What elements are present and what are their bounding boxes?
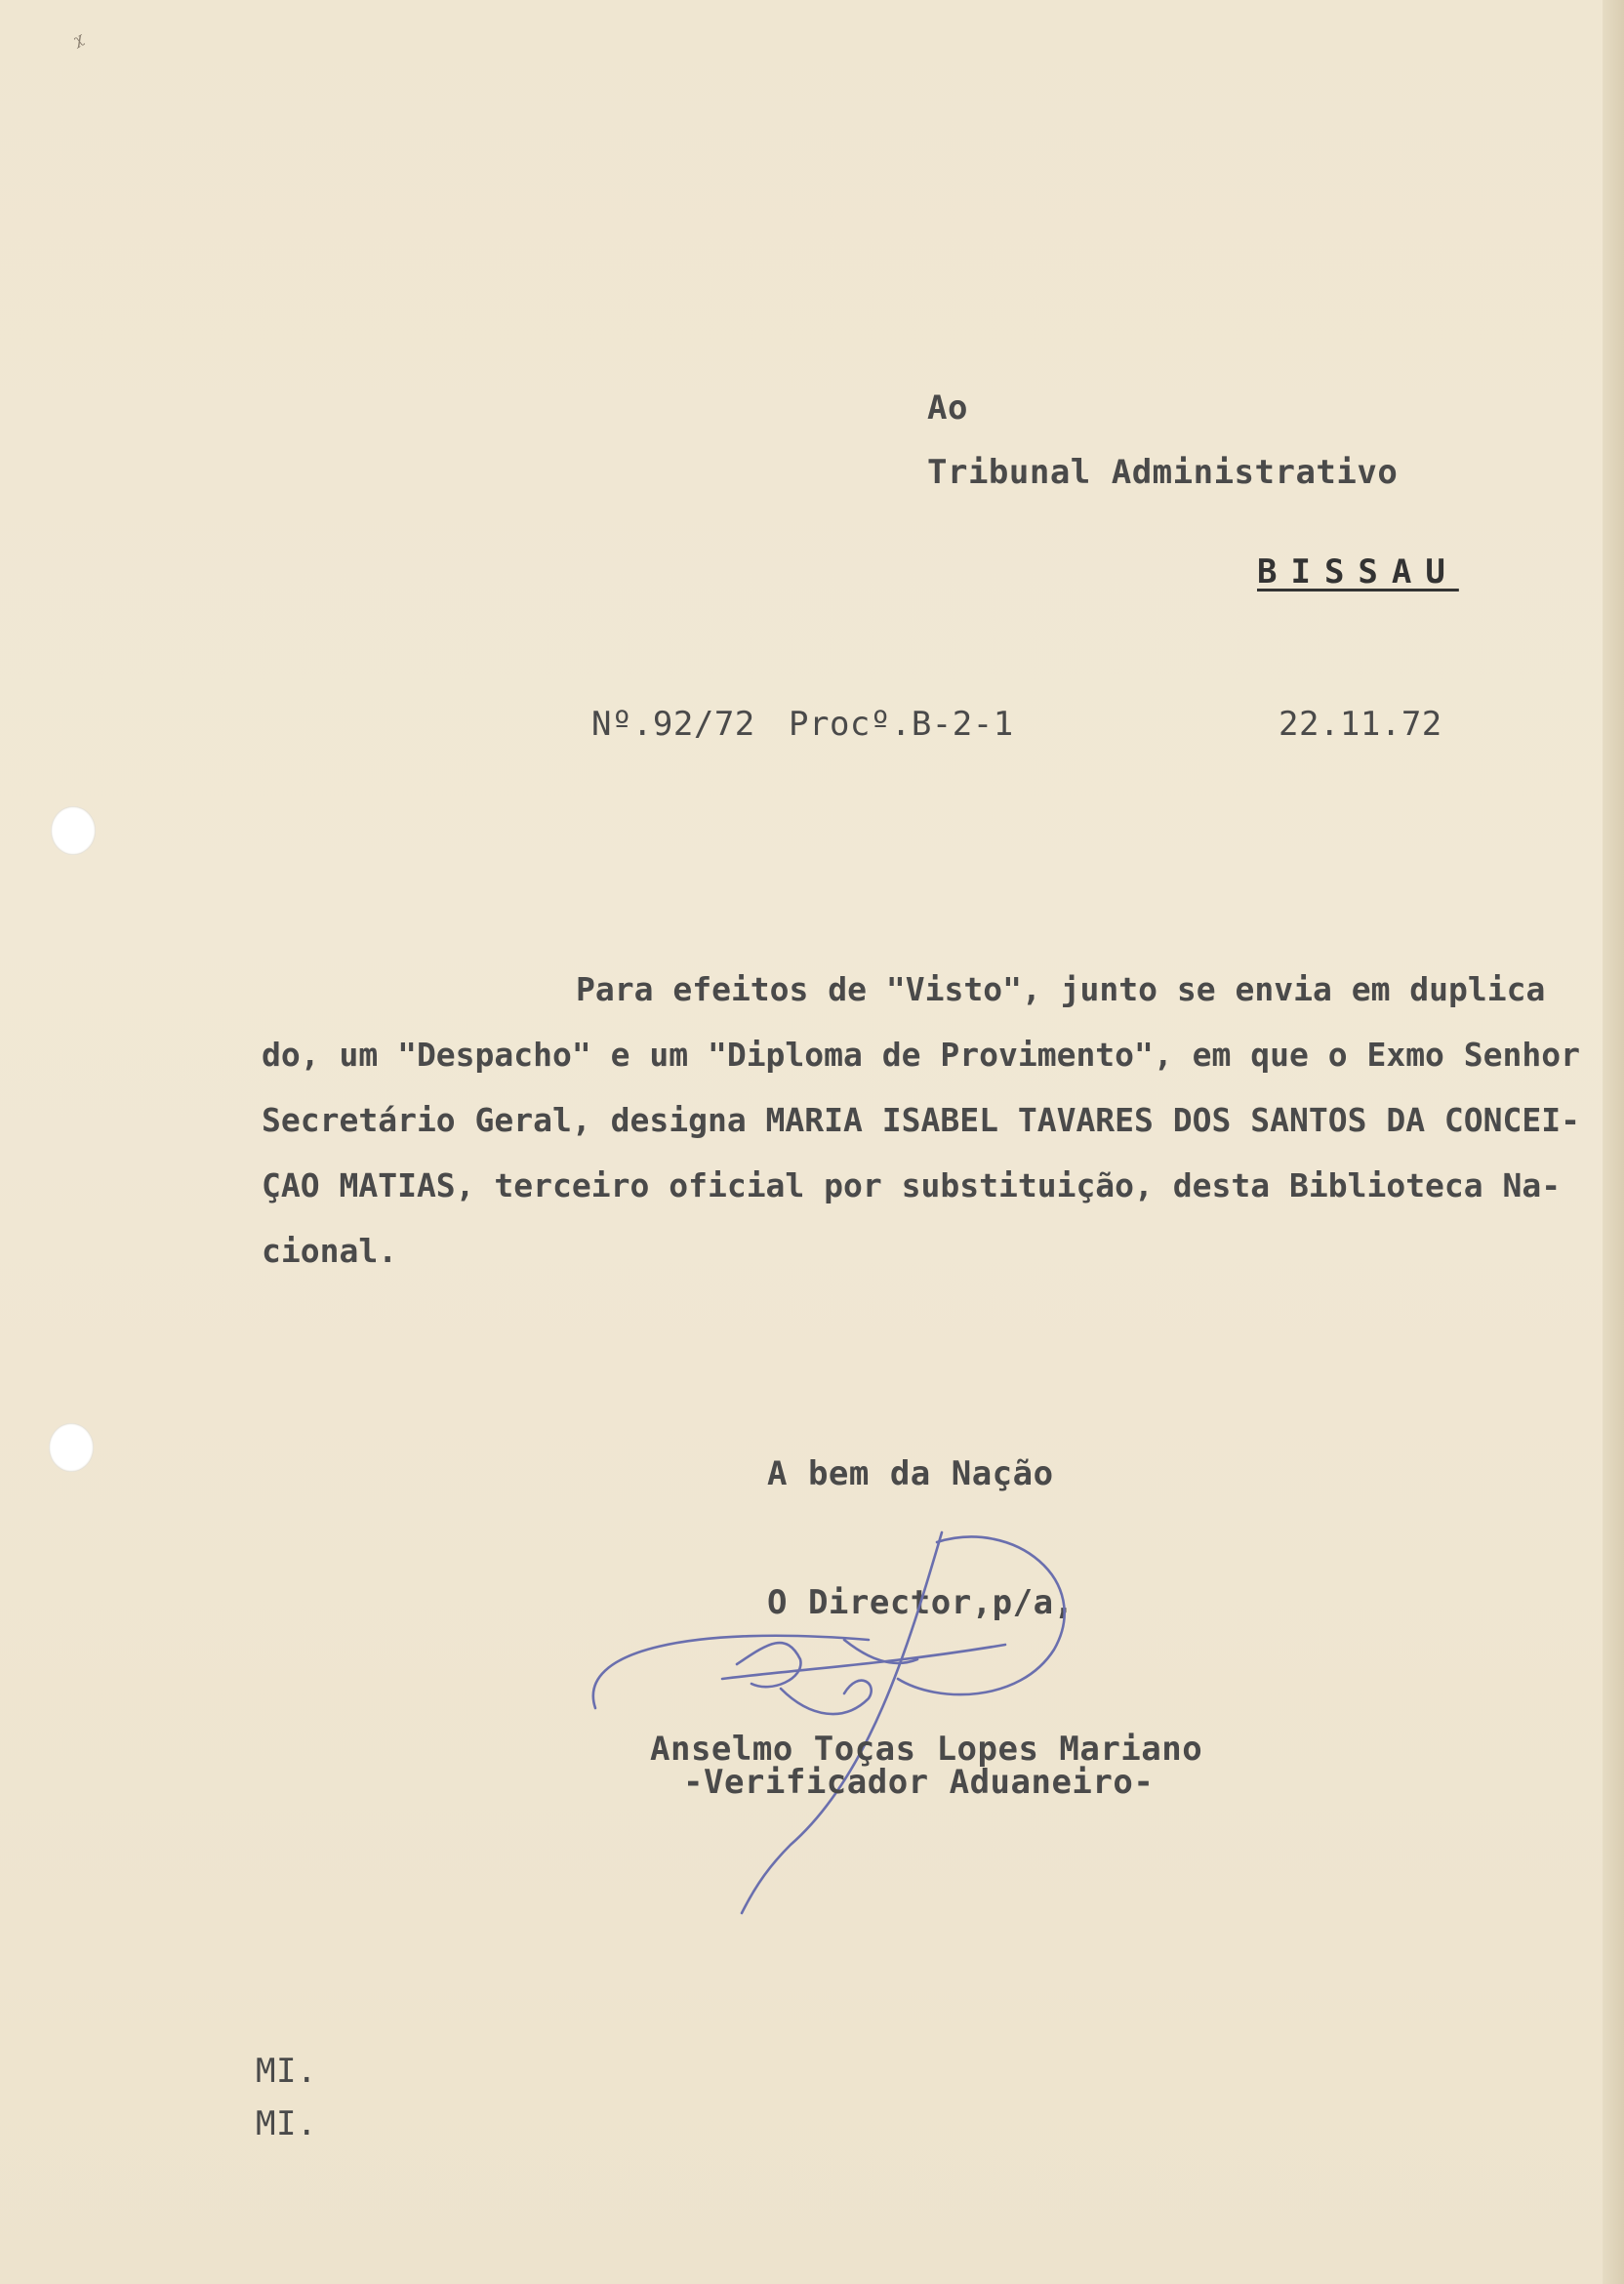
signer-role: -Verificador Aduaneiro-: [683, 1763, 1155, 1802]
body-line: Secretário Geral, designa MARIA ISABEL TAVARES DOS SANTOS DA CONCEI-: [262, 1101, 1581, 1139]
director-line: O Director,p/a,: [767, 1583, 1075, 1622]
typist-initials: MI.: [256, 2052, 317, 2091]
body-line: Para efeitos de "Visto", junto se envia em duplica: [576, 970, 1546, 1008]
pencil-mark: ᵡ: [69, 28, 93, 60]
recipient-city: BISSAU: [1257, 552, 1459, 591]
recipient-name: Tribunal Administrativo: [927, 453, 1399, 492]
paper-edge: [1603, 0, 1624, 2284]
body-line: do, um "Despacho" e um "Diploma de Provimento", em que o Exmo Senhor: [262, 1036, 1581, 1074]
signer-name: Anselmo Toças Lopes Mariano: [650, 1730, 1203, 1769]
punch-hole-top: [51, 806, 96, 855]
typist-initials: MI.: [256, 2104, 317, 2143]
document-date: 22.11.72: [1279, 705, 1442, 744]
body-paragraph: [262, 957, 1595, 1284]
process-number: Procº.B-2-1: [789, 705, 1014, 744]
body-line: ÇAO MATIAS, terceiro oficial por substituição, desta Biblioteca Na-: [262, 1166, 1562, 1204]
body-line: cional.: [262, 1232, 398, 1270]
punch-hole-bottom: [49, 1423, 94, 1472]
handwritten-signature: [576, 1523, 1122, 1933]
reference-number: Nº.92/72: [591, 705, 755, 744]
recipient-prefix: Ao: [927, 388, 968, 428]
closing-salutation: A bem da Nação: [767, 1454, 1054, 1493]
